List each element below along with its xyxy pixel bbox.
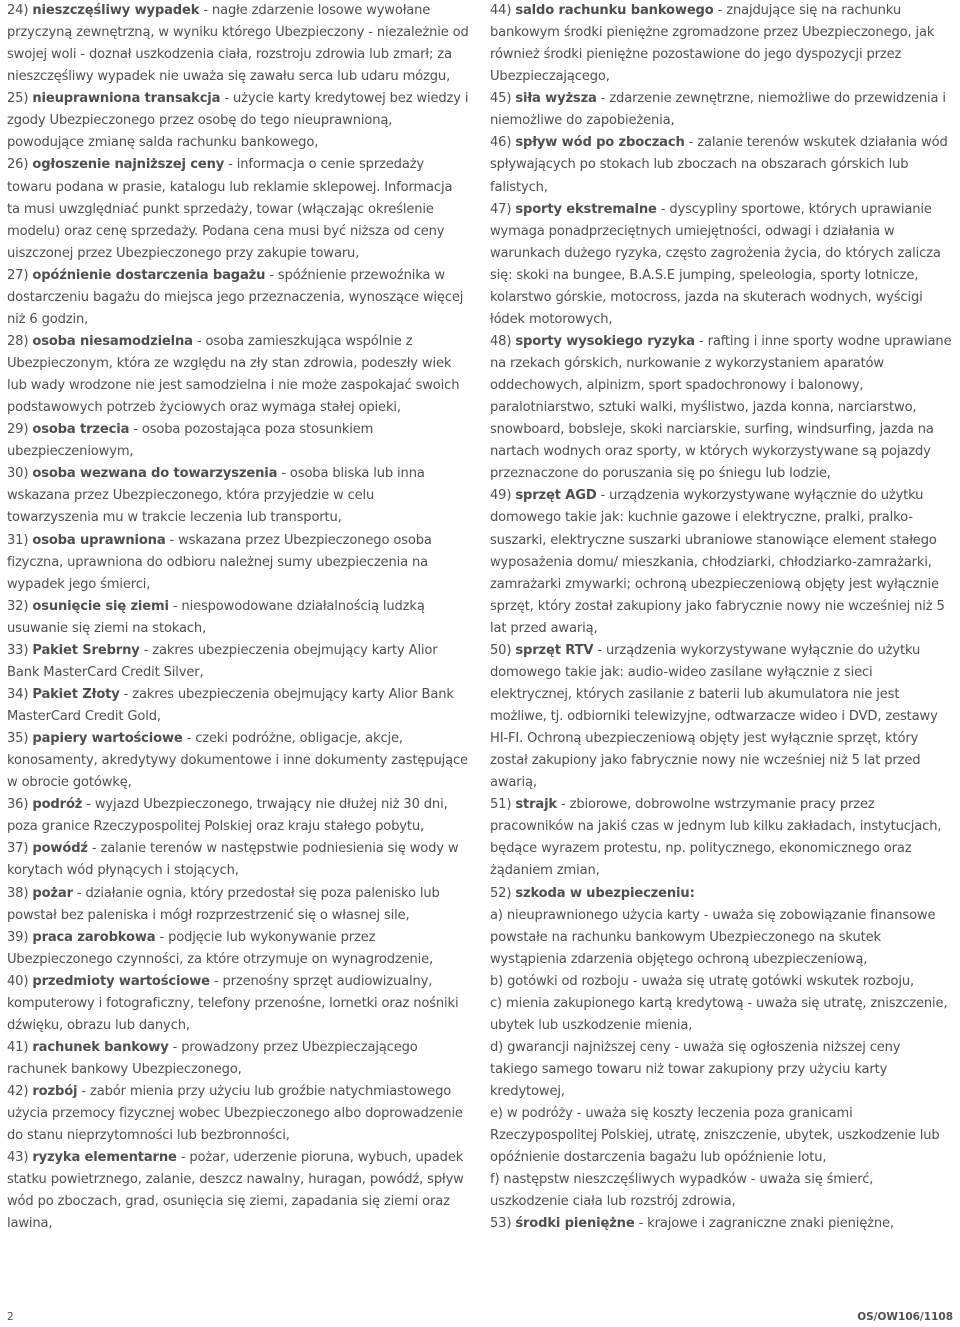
definition-term: sprzęt AGD	[515, 488, 597, 504]
definition-text: - działanie ognia, który przedostał się poza palenisko lub powstał bez paleniska i mógł rozprzestrzenić się o własnej sile,	[7, 885, 440, 923]
definition-text: - przenośny sprzęt audiowizualny, komputerowy i fotograficzny, telefony przenośne, lornetki oraz nośniki dźwięku, obrazu lub danych,	[7, 973, 459, 1033]
definition-item	[490, 1037, 952, 1103]
definition-item	[490, 883, 952, 905]
definition-item	[490, 971, 952, 993]
document-code: OS/OW106/1108	[857, 1311, 953, 1323]
definition-item	[490, 993, 952, 1037]
definition-number: 27)	[7, 267, 29, 283]
definition-text: - nagłe zdarzenie losowe wywołane przyczyną zewnętrzną, w wyniku którego Ubezpieczony - niezależnie od swojej woli - doznał uszkodzenia ciała, rozstroju zdrowia lub zmarł; za nieszczęśliwy wypadek nie uważa się zawału serca lub udaru mózgu,	[7, 3, 469, 85]
definition-text: - znajdujące się na rachunku bankowym środki pieniężne zgromadzone przez Ubezpieczonego, jak również środki pieniężne pozostawione do jego dyspozycji przez Ubezpieczającego,	[490, 3, 935, 85]
definition-number: 41)	[7, 1039, 29, 1055]
definition-text: - czeki podróżne, obligacje, akcje, konosamenty, akredytywy dokumentowe i inne dokumenty zastępujące w obrocie gotówkę,	[7, 731, 468, 791]
definition-term: przedmioty wartościowe	[32, 973, 210, 989]
definition-item	[490, 1103, 952, 1169]
definition-text: - urządzenia wykorzystywane wyłącznie do użytku domowego takie jak: kuchnie gazowe i elektryczne, pralki, pralko-suszarki, elektryczne suszarki ubraniowe stanowiące element stałego wyposażenia domu/ mieszkania, chłodziarki, chłodziarko-zamrażarki, zamrażarki zmywarki; ochroną ubezpieczeniową objęty jest wyłącznie sprzęt, który został zakupiony jako fabrycznie nowy nie wcześniej niż 5 lat przed awarią,	[490, 488, 945, 636]
definition-number: 25)	[7, 91, 29, 107]
definition-number: 43)	[7, 1150, 33, 1166]
definition-number: 50)	[490, 642, 512, 658]
left-column	[7, 0, 469, 1236]
definition-term: sporty wysokiego ryzyka	[515, 333, 695, 349]
definition-text: - zalanie terenów wskutek działania wód spływających po stokach lub zboczach na obszarach górskich lub falistych,	[490, 135, 948, 195]
definition-text: - osoba bliska lub inna wskazana przez Ubezpieczonego, która przyjedzie w celu towarzyszenia mu w trakcie leczenia lub transportu,	[7, 466, 425, 526]
definition-term: pożar	[32, 885, 73, 901]
definition-number: 26)	[7, 157, 29, 173]
definition-item	[7, 463, 469, 529]
definition-text: - zbiorowe, dobrowolne wstrzymanie pracy przez pracowników na jakiś czas w jednym lub kilku zakładach, instytucjach, będące wyrazem protestu, np. politycznego, ekonomicznego oraz żądaniem zmian,	[490, 797, 942, 879]
definition-term: spływ wód po zboczach	[515, 135, 685, 151]
definition-item	[490, 1169, 952, 1213]
definition-item	[7, 684, 469, 728]
definition-item	[490, 199, 952, 331]
definition-term: nieszczęśliwy wypadek	[32, 3, 200, 18]
definition-term: ogłoszenie najniższej ceny	[32, 157, 225, 173]
definition-term: siła wyższa	[515, 91, 597, 107]
definition-item	[7, 883, 469, 927]
definition-number: 46)	[490, 135, 512, 151]
definition-item	[7, 530, 469, 596]
definition-number: 30)	[7, 466, 29, 482]
definition-item	[490, 640, 952, 794]
definition-number: 49)	[490, 488, 512, 504]
definition-text: - niespowodowane działalnością ludzką usuwanie się ziemi na stokach,	[7, 598, 425, 636]
definition-text: - użycie karty kredytowej bez wiedzy i zgody Ubezpieczonego przez osobę do tego nieuprawnioną, powodujące zmianę salda rachunku bankowego,	[7, 91, 469, 151]
definition-term: opóźnienie dostarczenia bagażu	[32, 267, 266, 283]
definition-number: 29)	[7, 422, 29, 438]
definition-item	[490, 88, 952, 132]
definition-item	[7, 728, 469, 794]
definition-item	[7, 331, 469, 419]
definition-number: 44)	[490, 3, 512, 18]
definition-text: - pożar, uderzenie pioruna, wybuch, upadek statku powietrznego, zalanie, deszcz nawalny, huragan, powódź, spływ wód po zboczach, grad, osunięcia się ziemi, zapadania się ziemi oraz lawina,	[7, 1150, 464, 1232]
definition-text: - wyjazd Ubezpieczonego, trwający nie dłużej niż 30 dni, poza granice Rzeczypospolitej Polskiej oraz kraju stałego pobytu,	[7, 797, 448, 835]
definition-number: 37)	[7, 841, 29, 857]
definition-item	[490, 794, 952, 882]
definition-text: - informacja o cenie sprzedaży towaru podana w prasie, katalogu lub reklamie sklepowej. Informacja ta musi uwzględniać punkt sprzedaży, towar (włączając określenie modelu) oraz cenę sprzedaży. Podana cena musi być niższa od ceny uiszczonej przez Ubezpieczonego przy zakupie towaru,	[7, 157, 453, 261]
definition-term: osoba wezwana do towarzyszenia	[32, 466, 278, 482]
definition-term: papiery wartościowe	[32, 731, 183, 747]
definition-text: - spóźnienie przewoźnika w dostarczeniu bagażu do miejsca jego przeznaczenia, wynoszące więcej niż 6 godzin,	[7, 267, 464, 327]
definition-term: osunięcie się ziemi	[32, 598, 169, 614]
definition-text: e) w podróży - uważa się koszty leczenia poza granicami Rzeczypospolitej Polskiej, utratę, zniszczenie, ubytek, uszkodzenie lub opóźnienie dostarczenia bagażu lub opóźnienie lotu,	[490, 1106, 940, 1166]
definition-item	[490, 905, 952, 971]
definition-number: 40)	[7, 973, 29, 989]
definition-text: a) nieuprawnionego użycia karty - uważa się zobowiązanie finansowe powstałe na rachunku bankowym Ubezpieczonego na skutek wystąpienia zdarzenia objętego ochroną ubezpieczeniową,	[490, 907, 936, 967]
definition-term: strajk	[515, 797, 557, 813]
definition-text: - podjęcie lub wykonywanie przez Ubezpieczonego czynności, za które otrzymuje on wynagrodzenie,	[7, 929, 434, 967]
definition-text: c) mienia zakupionego kartą kredytową - uważa się utratę, zniszczenie, ubytek lub uszkodzenie mienia,	[490, 995, 948, 1033]
definition-number: 53)	[490, 1216, 512, 1232]
definition-term: rachunek bankowy	[32, 1039, 169, 1055]
definition-term: praca zarobkowa	[32, 929, 156, 945]
definition-number: 45)	[490, 91, 512, 107]
definition-item	[490, 132, 952, 198]
definition-term: nieuprawniona transakcja	[32, 91, 221, 107]
definition-item	[7, 640, 469, 684]
page-number: 2	[7, 1311, 14, 1323]
definition-item	[7, 0, 469, 88]
definition-number: 35)	[7, 731, 29, 747]
definition-term: rozbój	[32, 1084, 78, 1100]
definition-number: 24)	[7, 3, 29, 18]
definition-item	[7, 88, 469, 154]
definition-term: ryzyka elementarne	[32, 1150, 177, 1166]
definition-text: d) gwarancji najniższej ceny - uważa się ogłoszenia niższej ceny takiego samego towaru niż towar zakupiony przy użyciu karty kredytowej,	[490, 1039, 901, 1100]
definition-term: osoba uprawniona	[32, 532, 166, 548]
definition-term: środki pieniężne	[515, 1216, 635, 1232]
definition-text: - zdarzenie zewnętrzne, niemożliwe do przewidzenia i niemożliwe do zapobieżenia,	[490, 91, 946, 129]
definition-number: 52)	[490, 885, 512, 901]
definition-item	[7, 419, 469, 463]
definition-text: - urządzenia wykorzystywane wyłącznie do użytku domowego takie jak: audio-wideo zasilane wyłącznie z sieci elektrycznej, których zasilanie z baterii lub akumulatora nie jest możliwe, tj. odbiorniki telewizyjne, odtwarzacze wideo i DVD, zestawy HI-FI. Ochroną ubezpieczeniową objęty jest wyłącznie sprzęt, który został zakupiony jako fabrycznie nowy nie wcześniej niż 5 lat przed awarią,	[490, 642, 938, 791]
definition-item	[7, 794, 469, 838]
definition-text: - zakres ubezpieczenia obejmujący karty Alior Bank MasterCard Credit Silver,	[7, 642, 438, 680]
definition-item	[7, 1081, 469, 1147]
definition-number: 36)	[7, 797, 29, 813]
right-column	[490, 0, 952, 1236]
definition-number: 48)	[490, 333, 512, 349]
definition-term: osoba trzecia	[32, 422, 130, 438]
definition-item	[7, 1037, 469, 1081]
definition-term: sporty ekstremalne	[515, 201, 657, 217]
definition-number: 39)	[7, 929, 29, 945]
definition-item	[7, 971, 469, 1037]
definition-term: Pakiet Srebrny	[32, 642, 140, 658]
definition-text: - krajowe i zagraniczne znaki pieniężne,	[634, 1216, 894, 1232]
definition-term: podróż	[32, 797, 83, 813]
definition-text: - rafting i inne sporty wodne uprawiane na rzekach górskich, nurkowanie z wykorzystaniem aparatów oddechowych, alpinizm, sport spadochronowy i balonowy, paralotniarstwo, sztuki walki, myślistwo, jazda konna, narciarstwo, snowboard, bobsleje, skoki narciarskie, surfing, windsurfing, jazda na nartach wodnych oraz sporty, w których wykorzystywane są pojazdy przeznaczone do poruszania się po śniegu lub lodzie,	[490, 333, 952, 482]
definition-item	[7, 154, 469, 264]
definition-term: saldo rachunku bankowego	[515, 3, 714, 18]
definition-text: - wskazana przez Ubezpieczonego osoba fizyczna, uprawniona do odbioru należnej sumy ubezpieczenia na wypadek jego śmierci,	[7, 532, 432, 592]
definition-text: - zabór mienia przy użyciu lub groźbie natychmiastowego użycia przemocy fizycznej wobec Ubezpieczonego albo doprowadzenie do stanu nieprzytomności lub bezbronności,	[7, 1084, 463, 1144]
definition-text: b) gotówki od rozboju - uważa się utratę gotówki wskutek rozboju,	[490, 973, 915, 989]
definition-number: 47)	[490, 201, 512, 217]
definition-number: 34)	[7, 686, 29, 702]
definition-text: - dyscypliny sportowe, których uprawianie wymaga ponadprzeciętnych umiejętności, odwagi i działania w warunkach dużego ryzyka, często zagrożenia życia, do których zalicza się: skoki na bungee, B.A.S.E jumping, speleologia, sporty lotnicze, kolarstwo górskie, motocross, jazda na skuterach wodnych, wyścigi łódek motorowych,	[490, 201, 941, 327]
definition-item	[7, 265, 469, 331]
definition-item	[7, 1147, 469, 1235]
definition-number: 31)	[7, 532, 29, 548]
definition-item	[7, 838, 469, 882]
definition-text: f) następstw nieszczęśliwych wypadków - uważa się śmierć, uszkodzenie ciała lub rozstrój zdrowia,	[490, 1172, 874, 1210]
definition-item	[490, 1213, 952, 1235]
definition-item	[7, 596, 469, 640]
definition-item	[7, 927, 469, 971]
definition-term: Pakiet Złoty	[32, 686, 120, 702]
definition-term: szkoda w ubezpieczeniu:	[515, 885, 695, 901]
definition-text: - zakres ubezpieczenia obejmujący karty Alior Bank MasterCard Credit Gold,	[7, 686, 454, 724]
definition-text: - osoba zamieszkująca wspólnie z Ubezpieczonym, która ze względu na zły stan zdrowia, podeszły wiek lub wady wrodzone nie jest samodzielna i nie może zaspokajać swoich podstawowych potrzeb życiowych oraz wymaga stałej opieki,	[7, 333, 460, 416]
definition-item	[490, 331, 952, 485]
definition-number: 51)	[490, 797, 512, 813]
definition-number: 28)	[7, 333, 29, 349]
definition-number: 32)	[7, 598, 29, 614]
definition-item	[490, 0, 952, 88]
definition-text: - zalanie terenów w następstwie podniesienia się wody w korytach wód płynących i stojących,	[7, 841, 459, 879]
definition-text: - prowadzony przez Ubezpieczającego rachunek bankowy Ubezpieczonego,	[7, 1039, 418, 1077]
definition-item	[490, 485, 952, 639]
definition-term: powódź	[32, 841, 88, 857]
definition-text: - osoba pozostająca poza stosunkiem ubezpieczeniowym,	[7, 422, 374, 460]
definition-number: 42)	[7, 1084, 29, 1100]
definition-number: 38)	[7, 885, 29, 901]
definition-term: sprzęt RTV	[515, 642, 594, 658]
definition-term: osoba niesamodzielna	[32, 333, 193, 349]
definition-number: 33)	[7, 642, 29, 658]
